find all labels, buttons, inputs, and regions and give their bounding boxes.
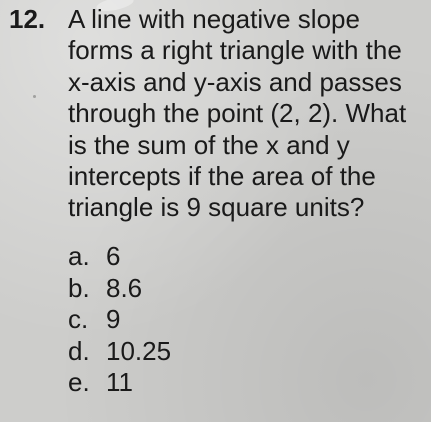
question-line-4: through the point (2, 2). What xyxy=(68,98,407,129)
choice-c xyxy=(68,304,171,336)
choice-value: 10.25 xyxy=(106,335,172,366)
question-line-3: x-axis and y-axis and passes xyxy=(68,66,402,97)
choice-d xyxy=(68,336,171,368)
choice-letter: d. xyxy=(68,335,90,366)
choice-letter: e. xyxy=(68,367,90,397)
question-line-2: forms a right triangle with the xyxy=(68,35,402,66)
answer-choices xyxy=(68,241,171,399)
choice-letter: b. xyxy=(68,272,90,303)
question-line-1: A line with negative slope xyxy=(68,4,360,34)
choice-value: 11 xyxy=(106,367,133,397)
choice-e xyxy=(68,367,171,399)
choice-letter: c. xyxy=(68,304,89,334)
question-first-row xyxy=(9,4,425,35)
choice-value: 8.6 xyxy=(106,272,143,303)
question-line-5: is the sum of the x and y xyxy=(68,129,350,160)
choice-a xyxy=(68,241,171,273)
question-line-6: intercepts if the area of the xyxy=(68,161,376,192)
choice-b xyxy=(68,273,171,305)
question-line-7: triangle is 9 square units? xyxy=(68,192,365,223)
question-number: 12. xyxy=(9,4,46,34)
choice-value: 9 xyxy=(106,304,121,334)
choice-value: 6 xyxy=(106,241,121,271)
question-block xyxy=(9,4,425,224)
choice-letter: a. xyxy=(68,241,90,271)
